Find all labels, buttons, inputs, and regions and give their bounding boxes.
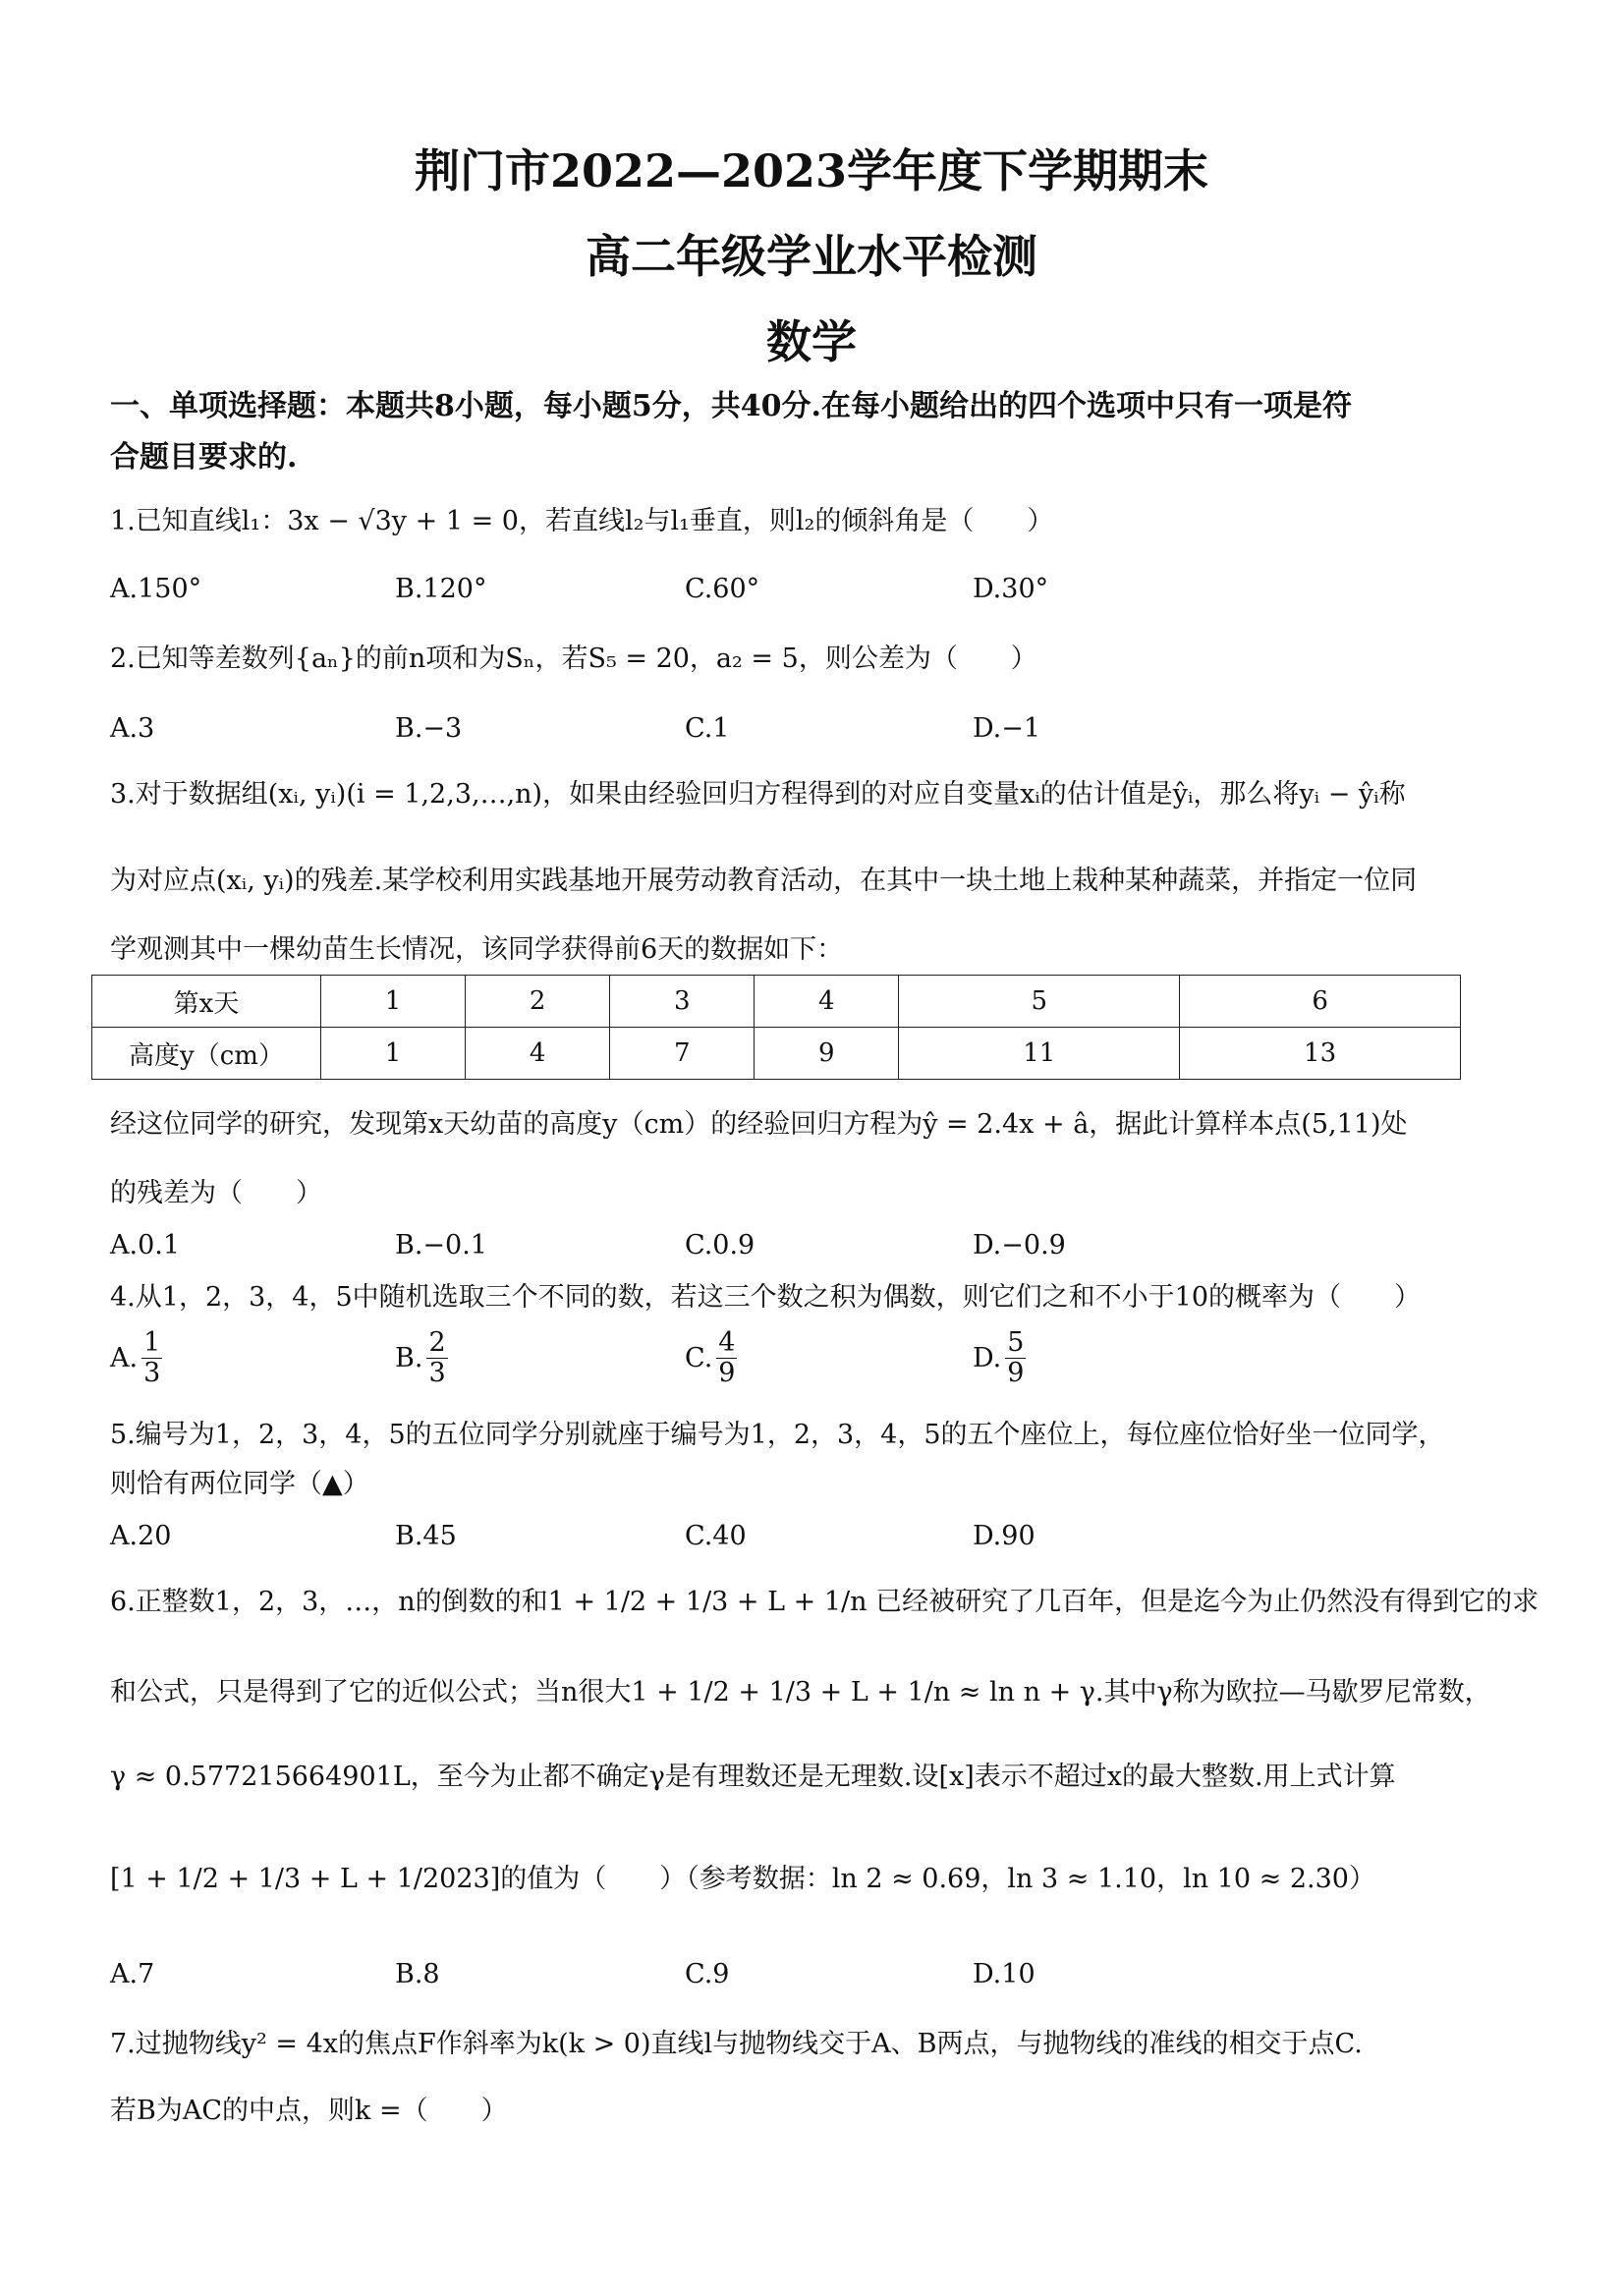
q4-option-a xyxy=(110,1328,162,1388)
q3-option-a: A.0.1 xyxy=(110,1230,181,1260)
table-cell: 7 xyxy=(610,1028,755,1080)
question-5-stem-line1: 5.编号为1，2，3，4，5的五位同学分别就座于编号为1，2，3，4，5的五个座位上，每位座位恰好坐一位同学， xyxy=(110,1420,1445,1450)
table-cell: 11 xyxy=(899,1028,1180,1080)
question-3-stem-line2: 为对应点(xᵢ, yᵢ)的残差.某学校利用实践基地开展劳动教育活动，在其中一块土地上栽种某种蔬菜，并指定一位同 xyxy=(110,866,1418,896)
option-label: B. xyxy=(395,1343,423,1373)
fraction-denominator: 9 xyxy=(1007,1358,1025,1388)
option-label: D. xyxy=(973,1343,1002,1373)
question-3-stem-line4: 经这位同学的研究，发现第x天幼苗的高度y（cm）的经验回归方程为ŷ = 2.4x + â，据此计算样本点(5,11)处 xyxy=(110,1109,1408,1140)
q1-option-a: A.150° xyxy=(110,574,202,604)
q6-option-b: B.8 xyxy=(395,1959,440,1989)
fraction-denominator: 9 xyxy=(718,1358,736,1388)
data-table xyxy=(91,975,1461,1080)
q4-option-b xyxy=(395,1328,448,1388)
question-7-stem-line2: 若B为AC的中点，则k =（ ） xyxy=(110,2096,508,2126)
q5-option-a: A.20 xyxy=(110,1521,172,1551)
fraction-denominator: 3 xyxy=(428,1358,446,1388)
table-cell: 5 xyxy=(899,976,1180,1028)
q4-option-d xyxy=(973,1328,1026,1388)
section-heading-line1: 一、单项选择题：本题共8小题，每小题5分，共40分.在每小题给出的四个选项中只有一项是符 xyxy=(110,389,1352,423)
question-2-stem: 2.已知等差数列{aₙ}的前n项和为Sₙ，若S₅ = 20，a₂ = 5，则公差为（ ） xyxy=(110,644,1037,674)
table-cell: 13 xyxy=(1180,1028,1461,1080)
table-row xyxy=(92,976,1461,1028)
exam-subtitle: 高二年级学业水平检测 xyxy=(586,230,1037,283)
q5-option-c: C.40 xyxy=(685,1521,747,1551)
q2-option-a: A.3 xyxy=(110,713,155,744)
question-3-stem-line1: 3.对于数据组(xᵢ, yᵢ)(i = 1,2,3,…,n)，如果由经验回归方程得到的对应自变量xᵢ的估计值是ŷᵢ，那么将yᵢ − ŷᵢ称 xyxy=(110,779,1406,810)
fraction-numerator: 2 xyxy=(428,1327,446,1358)
question-6-stem-line1: 6.正整数1，2，3，…，n的倒数的和1 + 1/2 + 1/3 + L + 1/n 已经被研究了几百年，但是迄今为止仍然没有得到它的求 xyxy=(110,1587,1539,1617)
exam-title: 荆门市2022—2023学年度下学期期末 xyxy=(414,144,1209,197)
fraction xyxy=(426,1328,447,1388)
question-5-stem-line2: 则恰有两位同学（▲） xyxy=(110,1469,369,1499)
q6-option-c: C.9 xyxy=(685,1959,730,1989)
q3-option-b: B.−0.1 xyxy=(395,1230,487,1260)
q1-option-c: C.60° xyxy=(685,574,760,604)
question-3-stem-line5: 的残差为（ ） xyxy=(110,1178,322,1208)
fraction xyxy=(716,1328,737,1388)
option-label: A. xyxy=(110,1343,139,1373)
q1-option-b: B.120° xyxy=(395,574,487,604)
table-cell: 3 xyxy=(610,976,755,1028)
q1-option-d: D.30° xyxy=(973,574,1049,604)
fraction-denominator: 3 xyxy=(143,1358,161,1388)
section-heading-line2: 合题目要求的. xyxy=(110,440,298,475)
q3-option-d: D.−0.9 xyxy=(973,1230,1066,1260)
option-label: C. xyxy=(685,1343,713,1373)
table-cell: 4 xyxy=(755,976,899,1028)
q6-option-d: D.10 xyxy=(973,1959,1035,1989)
table-cell: 6 xyxy=(1180,976,1461,1028)
table-cell: 9 xyxy=(755,1028,899,1080)
fraction xyxy=(141,1328,162,1388)
question-6-stem-line3: γ ≈ 0.577215664901L，至今为止都不确定γ是有理数还是无理数.设[x]表示不超过x的最大整数.用上式计算 xyxy=(110,1762,1396,1792)
q5-option-b: B.45 xyxy=(395,1521,457,1551)
table-cell: 2 xyxy=(466,976,610,1028)
q6-option-a: A.7 xyxy=(110,1959,155,1989)
fraction-numerator: 1 xyxy=(143,1327,161,1358)
q2-option-c: C.1 xyxy=(685,713,730,744)
q5-option-d: D.90 xyxy=(973,1521,1035,1551)
question-6-stem-line2: 和公式，只是得到了它的近似公式；当n很大1 + 1/2 + 1/3 + L + 1/n ≈ ln n + γ.其中γ称为欧拉—马歇罗尼常数， xyxy=(110,1677,1491,1708)
q4-option-c xyxy=(685,1328,737,1388)
fraction-numerator: 4 xyxy=(718,1327,736,1358)
table-cell: 1 xyxy=(321,1028,466,1080)
table-header-cell: 第x天 xyxy=(92,976,321,1028)
subject-title: 数学 xyxy=(766,315,857,368)
question-7-stem-line1: 7.过抛物线y² = 4x的焦点F作斜率为k(k > 0)直线l与抛物线交于A、B两点，与抛物线的准线的相交于点C. xyxy=(110,2029,1363,2059)
question-1-stem: 1.已知直线l₁：3x − √3y + 1 = 0，若直线l₂与l₁垂直，则l₂的倾斜角是（ ） xyxy=(110,506,1054,536)
q2-option-b: B.−3 xyxy=(395,713,463,744)
q2-option-d: D.−1 xyxy=(973,713,1041,744)
table-cell: 1 xyxy=(321,976,466,1028)
table-row xyxy=(92,1028,1461,1080)
table-cell: 4 xyxy=(466,1028,610,1080)
table-header-cell: 高度y（cm） xyxy=(92,1028,321,1080)
question-6-stem-line4: [1 + 1/2 + 1/3 + L + 1/2023]的值为（ ）（参考数据：ln 2 ≈ 0.69，ln 3 ≈ 1.10，ln 10 ≈ 2.30） xyxy=(110,1864,1375,1894)
q3-option-c: C.0.9 xyxy=(685,1230,756,1260)
question-4-stem: 4.从1，2，3，4，5中随机选取三个不同的数，若这三个数之积为偶数，则它们之和不小于10的概率为（ ） xyxy=(110,1282,1422,1313)
fraction-numerator: 5 xyxy=(1007,1327,1025,1358)
question-3-stem-line3: 学观测其中一棵幼苗生长情况，该同学获得前6天的数据如下： xyxy=(110,934,844,965)
fraction xyxy=(1005,1328,1026,1388)
